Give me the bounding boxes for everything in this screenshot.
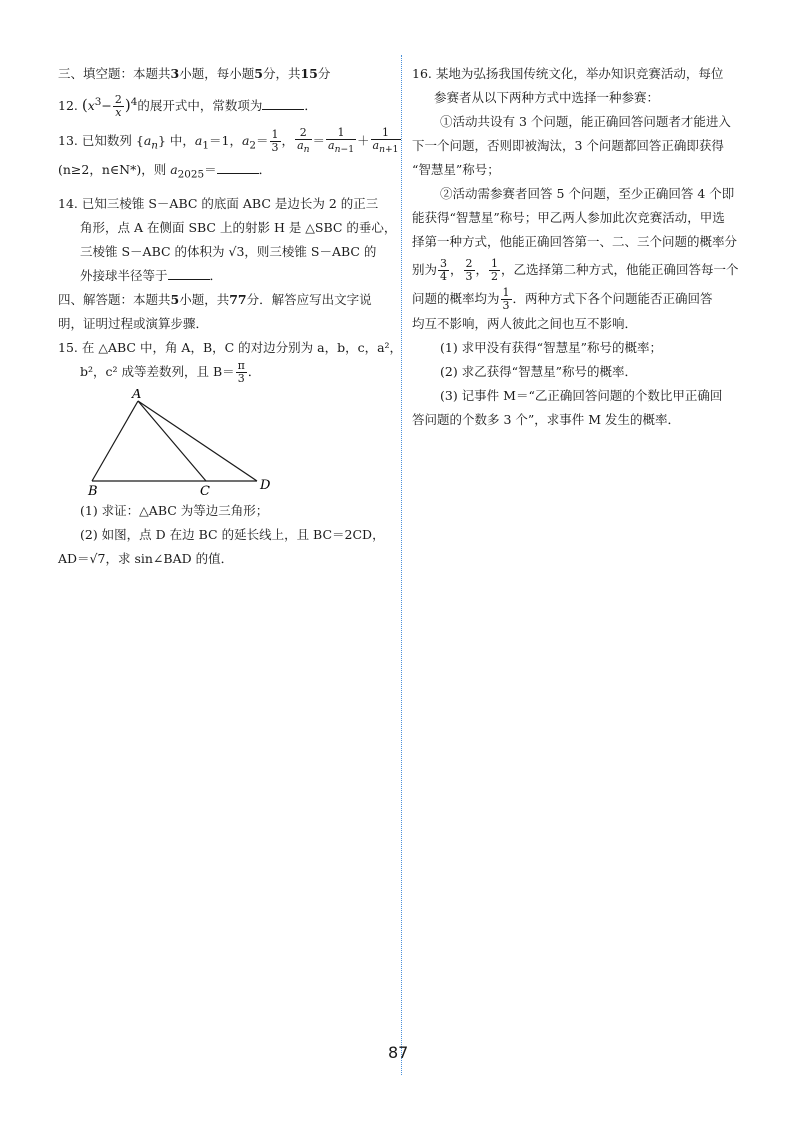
question-16-probabilities: 别为 $\frac{3}{4}$ ， $\frac{2}{3}$ ， $\frac{1}{2}$ ，乙选择第二种方式，他能正确回答每一个 [412, 257, 739, 283]
question-14-line-2: 角形，点 A 在侧面 SBC 上的射影 H 是 △SBC 的垂心， [80, 220, 397, 236]
question-15-part-2: (2) 如图，点 D 在边 BC 的延长线上，且 BC＝2CD， [80, 527, 385, 543]
question-16-part-3: (3) 记事件 M＝“乙正确回答问题的个数比甲正确回 [440, 388, 723, 403]
left-column [58, 62, 403, 571]
question-15-part-2-cont: AD＝√7，求 sin∠BAD 的值． [58, 551, 234, 567]
question-16-independence: 均互不影响，两人彼此之间也互不影响． [412, 316, 638, 331]
section-4-instructions: 明，证明过程或演算步骤． [58, 316, 209, 332]
right-column [412, 62, 742, 432]
question-16-part-1: (1) 求甲没有获得“智慧星”称号的概率； [440, 340, 662, 355]
label-c: C [200, 484, 210, 500]
question-16-part-2: (2) 求乙获得“智慧星”称号的概率． [440, 364, 637, 379]
question-15-line-2: b²，c² 成等差数列，且 B＝ $\frac{\pi}{3}$ ． [80, 359, 261, 386]
section-4-heading: 四、解答题：本题共5小题，共77分．解答应写出文字说 [58, 292, 372, 308]
question-16-rule-2-cont: 能获得“智慧星”称号；甲乙两人参加此次竞赛活动，甲选 [412, 210, 725, 225]
triangle-figure [82, 389, 282, 499]
side-ab [92, 401, 138, 481]
question-16-rule-2: ②活动需参赛者回答 5 个问题，至少正确回答 4 个即 [440, 186, 735, 201]
question-13-condition: (n≥2，n∈N*)，则 $a_{2025}=$ ． [58, 161, 272, 181]
page-number: 87 [388, 1043, 409, 1062]
question-16-line-2: 参赛者从以下两种方式中选择一种参赛： [434, 90, 660, 105]
side-ac [138, 401, 206, 481]
question-16-rule-1-end: “智慧星”称号； [412, 162, 500, 177]
question-14: 14. 已知三棱锥 S－ABC 的底面 ABC 是边长为 2 的正三 [58, 196, 379, 212]
segment-ad [138, 401, 257, 481]
question-16-rule-1-cont: 下一个问题，否则即被淘汰，3 个问题都回答正确即获得 [412, 138, 724, 153]
question-13: 13. 已知数列 $\{a_n\}$ 中，$a_1=1$，$a_2=$ $\frac{1}{3}$ ， $\frac{2}{a_n}$ ＝ $\frac{1}{a_{n-1}}$ ＋ $\frac{1}{a_{n+1}}$ [58, 126, 399, 156]
question-16: 16. 某地为弘扬我国传统文化，举办知识竞赛活动，每位 [412, 66, 724, 81]
label-d: D [260, 478, 271, 494]
label-b: B [88, 484, 98, 500]
question-16-rule-1: ①活动共设有 3 个问题，能正确回答问题者才能进入 [440, 114, 731, 129]
question-14-line-3: 三棱锥 S－ABC 的体积为 √3，则三棱锥 S－ABC 的 [80, 244, 377, 260]
section-3-heading: 三、填空题：本题共3小题，每小题5分，共15分 [58, 66, 331, 81]
question-15-part-1: (1) 求证：△ABC 为等边三角形； [80, 503, 269, 519]
label-a: A [132, 389, 142, 403]
question-15: 15. 在 △ABC 中，角 A，B，C 的对边分别为 a，b，c，a²， [58, 340, 403, 356]
column-divider [401, 55, 402, 1075]
question-14-line-4: 外接球半径等于 ． [80, 268, 223, 284]
question-12: 12. ($x^3-$ $\frac{2}{x}$ )$^4$的展开式中，常数项为 ． [58, 93, 317, 120]
question-16-rule-2-cont-2: 择第一种方式，他能正确回答第一、二、三个问题的概率分 [412, 234, 738, 249]
question-16-part-3-cont: 答问题的个数多 3 个”，求事件 M 发生的概率． [412, 412, 681, 427]
question-16-probability-b: 问题的概率均为 $\frac{1}{3}$ ．两种方式下各个问题能否正确回答 [412, 286, 713, 312]
